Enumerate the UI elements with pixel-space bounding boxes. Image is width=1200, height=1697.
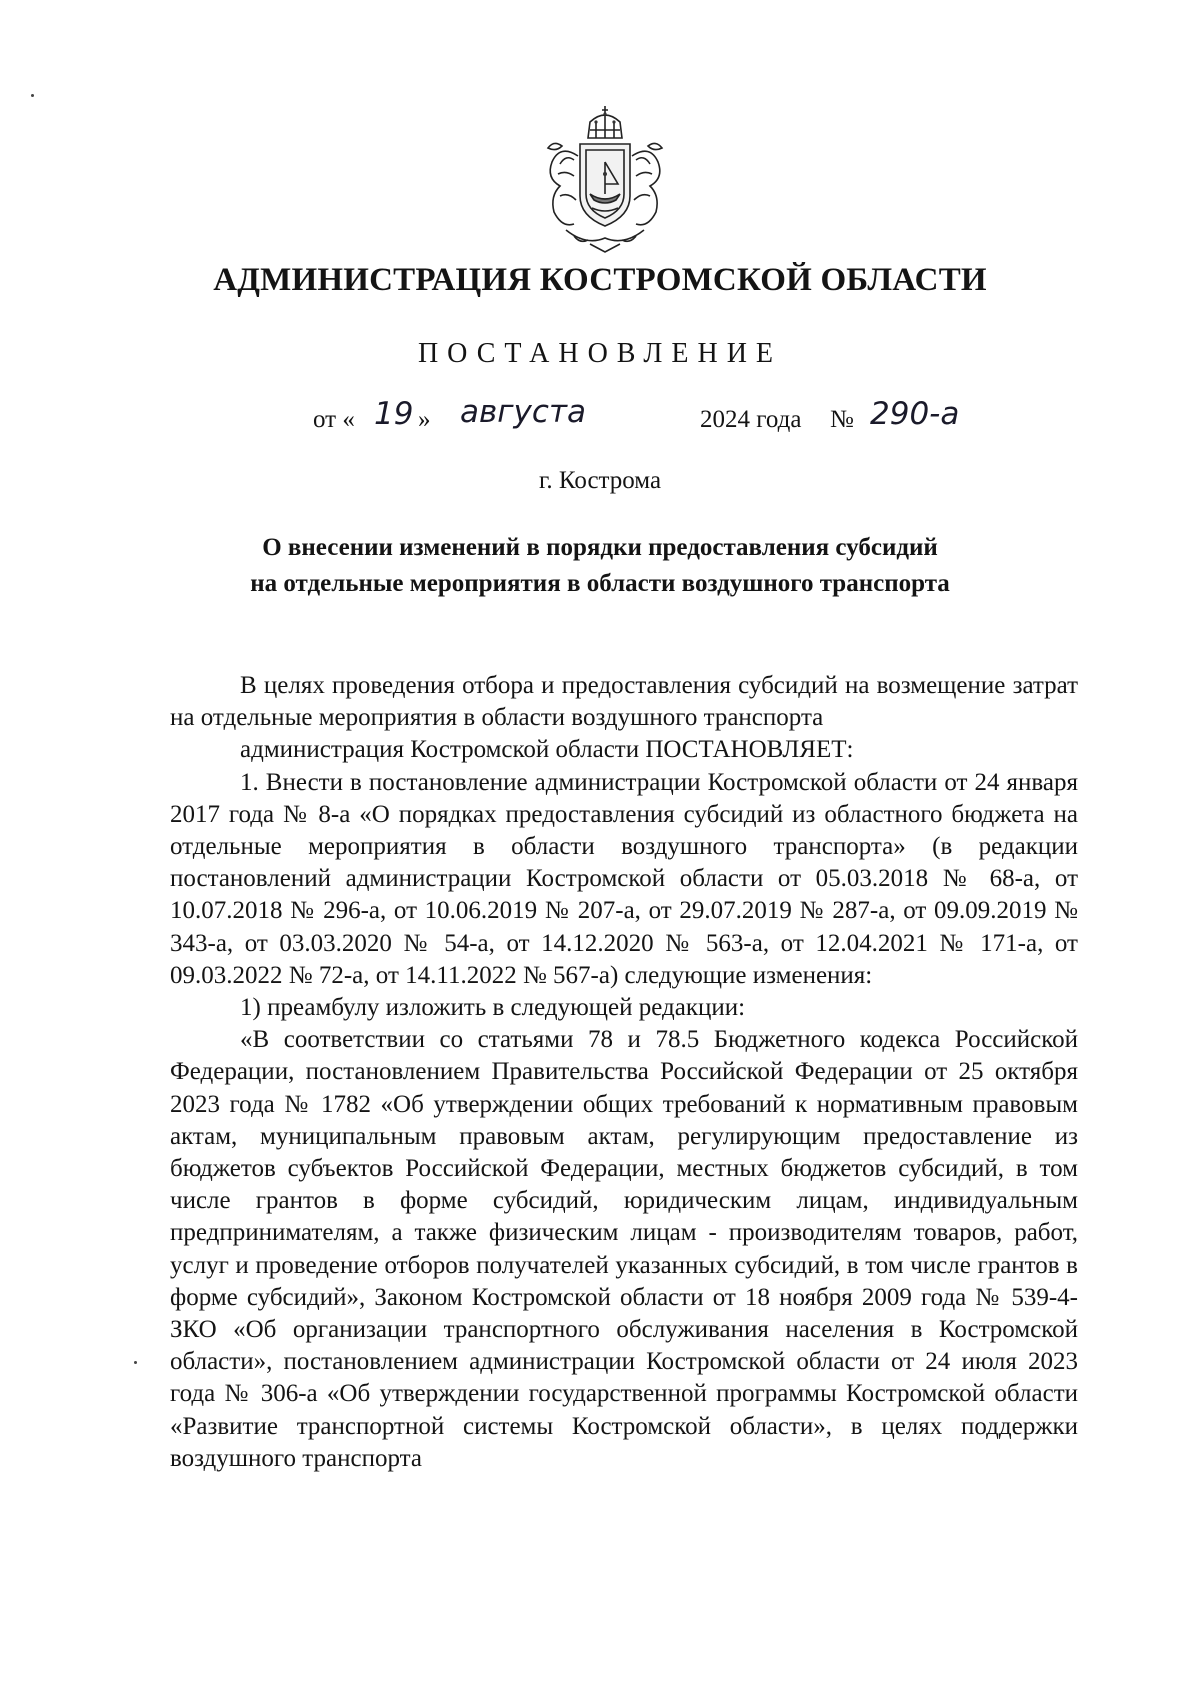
title-line-1: О внесении изменений в порядки предоставления субсидий xyxy=(262,534,938,561)
paragraph-subitem-1: 1) преамбулу изложить в следующей редакции: xyxy=(240,994,746,1022)
paragraph-preamble: В целях проведения отбора и предоставления субсидий на возмещение затрат на отдельные мероприятия в области воздушного транспорта xyxy=(170,672,1078,732)
handwritten-day: 19 xyxy=(374,396,414,432)
number-label: № xyxy=(830,406,854,433)
paragraph-item-1: 1. Внести в постановление администрации Костромской области от 24 января 2017 года № 8-а «О порядках предоставления субсидий из областного бюджета на отдельные мероприятия в области воздушного транспорта» (в редакции постановлений администрации Костромской области от 05.03.2018 № 68-а, от 10.07.2018 № 296-а, от 10.06.2019 № 207-а, от 29.07.2019 № 287-а, от 09.09.2019 № 343-а, от 03.03.2020 № 54-а, от 14.12.2020 № 563-а, от 12.04.2021 № 171-а, от 09.03.2022 № 72-а, от 14.11.2022 № 567-а) следующие изменения: xyxy=(170,768,1078,989)
date-from-label: от « xyxy=(313,406,355,433)
scan-speck xyxy=(31,94,34,97)
handwritten-number: 290-а xyxy=(870,396,960,432)
date-line xyxy=(0,394,1200,440)
coat-of-arms-emblem xyxy=(530,104,680,256)
paragraph-new-preamble: «В соответствии со статьями 78 и 78.5 Бюджетного кодекса Российской Федерации, постановлением Правительства Российской Федерации от 25 октября 2023 года № 1782 «Об утверждении общих требований к нормативным правовым актам, муниципальным правовым актам, регулирующим предоставление из бюджетов субъектов Российской Федерации, местных бюджетов субсидий, в том числе грантов в форме субсидий, юридическим лицам, индивидуальным предпринимателям, а также физическим лицам - производителям товаров, работ, услуг и проведение отборов получателей указанных субсидий, в том числе грантов в форме субсидий», Законом Костромской области от 18 ноября 2009 года № 539-4-ЗКО «Об организации транспортного обслуживания населения в Костромской области», постановлением администрации Костромской области от 24 июля 2023 года № 306-а «Об утверждении государственной программы Костромской области «Развитие транспортной системы Костромской области», в целях поддержки воздушного транспорта xyxy=(170,1026,1078,1472)
document-type: ПОСТАНОВЛЕНИЕ xyxy=(417,338,783,369)
handwritten-month: августа xyxy=(460,394,586,430)
paragraph-resolves: администрация Костромской области ПОСТАНОВЛЯЕТ: xyxy=(240,736,854,764)
document-title xyxy=(0,530,1200,602)
organization-name: АДМИНИСТРАЦИЯ КОСТРОМСКОЙ ОБЛАСТИ xyxy=(213,262,987,298)
date-year-text: 2024 года xyxy=(700,406,802,433)
scan-speck xyxy=(134,1361,137,1364)
date-day-close: » xyxy=(418,406,431,433)
city-name: г. Кострома xyxy=(538,467,662,494)
title-line-2: на отдельные мероприятия в области воздушного транспорта xyxy=(250,570,950,597)
document-body xyxy=(170,670,1078,1475)
